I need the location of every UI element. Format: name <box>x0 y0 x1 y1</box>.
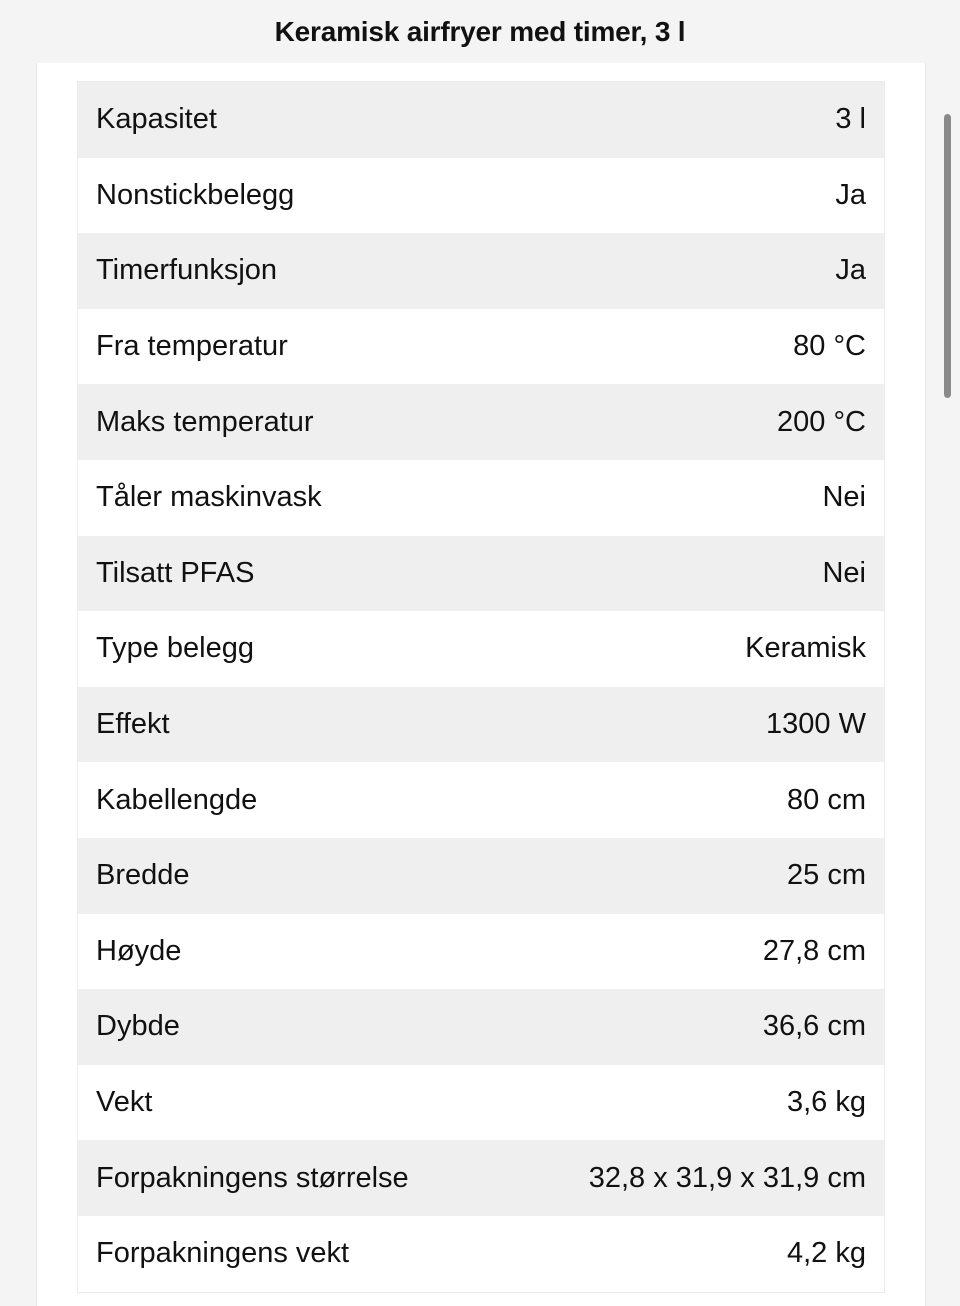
spec-label: Timerfunksjon <box>96 254 278 287</box>
specifications-sheet[interactable] <box>36 63 926 1306</box>
spec-row-added-pfas <box>78 536 884 612</box>
spec-row-weight <box>78 1065 884 1141</box>
spec-label: Vekt <box>96 1086 153 1119</box>
spec-label: Kapasitet <box>96 103 217 136</box>
spec-value: 32,8 x 31,9 x 31,9 cm <box>588 1161 866 1194</box>
spec-value: 80 cm <box>787 783 866 816</box>
sheet-title: Keramisk airfryer med timer, 3 l <box>274 15 686 47</box>
spec-row-package-weight <box>78 1216 884 1292</box>
spec-value: Nei <box>822 556 866 589</box>
spec-label: Forpakningens vekt <box>96 1237 350 1270</box>
scrollbar-thumb[interactable] <box>944 114 951 398</box>
spec-row-package-size <box>78 1140 884 1216</box>
spec-label: Dybde <box>96 1010 180 1043</box>
spec-value: 36,6 cm <box>762 1010 866 1043</box>
spec-row-height <box>78 914 884 990</box>
spec-value: 25 cm <box>787 859 866 892</box>
spec-value: 80 °C <box>793 330 866 363</box>
spec-value: 27,8 cm <box>762 934 866 967</box>
spec-row-capacity <box>78 82 884 158</box>
spec-row-nonstick-coating <box>78 158 884 234</box>
spec-value: Keramisk <box>745 632 866 665</box>
spec-label: Bredde <box>96 859 190 892</box>
spec-row-timer-function <box>78 233 884 309</box>
spec-label: Tåler maskinvask <box>96 481 322 514</box>
spec-row-cable-length <box>78 762 884 838</box>
spec-label: Tilsatt PFAS <box>96 556 255 589</box>
spec-label: Høyde <box>96 934 182 967</box>
spec-value: 200 °C <box>777 405 866 438</box>
spec-label: Fra temperatur <box>96 330 288 363</box>
spec-row-min-temperature <box>78 309 884 385</box>
spec-label: Forpakningens størrelse <box>96 1161 409 1194</box>
spec-row-dishwasher-safe <box>78 460 884 536</box>
sheet-header <box>0 0 960 63</box>
spec-row-width <box>78 838 884 914</box>
spec-value: 3 l <box>835 103 866 136</box>
spec-value: 4,2 kg <box>787 1237 866 1270</box>
spec-label: Maks temperatur <box>96 405 314 438</box>
specifications-table <box>77 81 885 1293</box>
spec-value: Ja <box>835 254 866 287</box>
spec-label: Effekt <box>96 708 170 741</box>
spec-value: Ja <box>835 178 866 211</box>
spec-value: 1300 W <box>766 708 866 741</box>
spec-label: Nonstickbelegg <box>96 178 295 211</box>
spec-label: Type belegg <box>96 632 255 665</box>
spec-row-coating-type <box>78 611 884 687</box>
spec-label: Kabellengde <box>96 783 258 816</box>
spec-value: 3,6 kg <box>787 1086 866 1119</box>
spec-row-max-temperature <box>78 384 884 460</box>
spec-value: Nei <box>822 481 866 514</box>
spec-row-depth <box>78 989 884 1065</box>
spec-row-power <box>78 687 884 763</box>
